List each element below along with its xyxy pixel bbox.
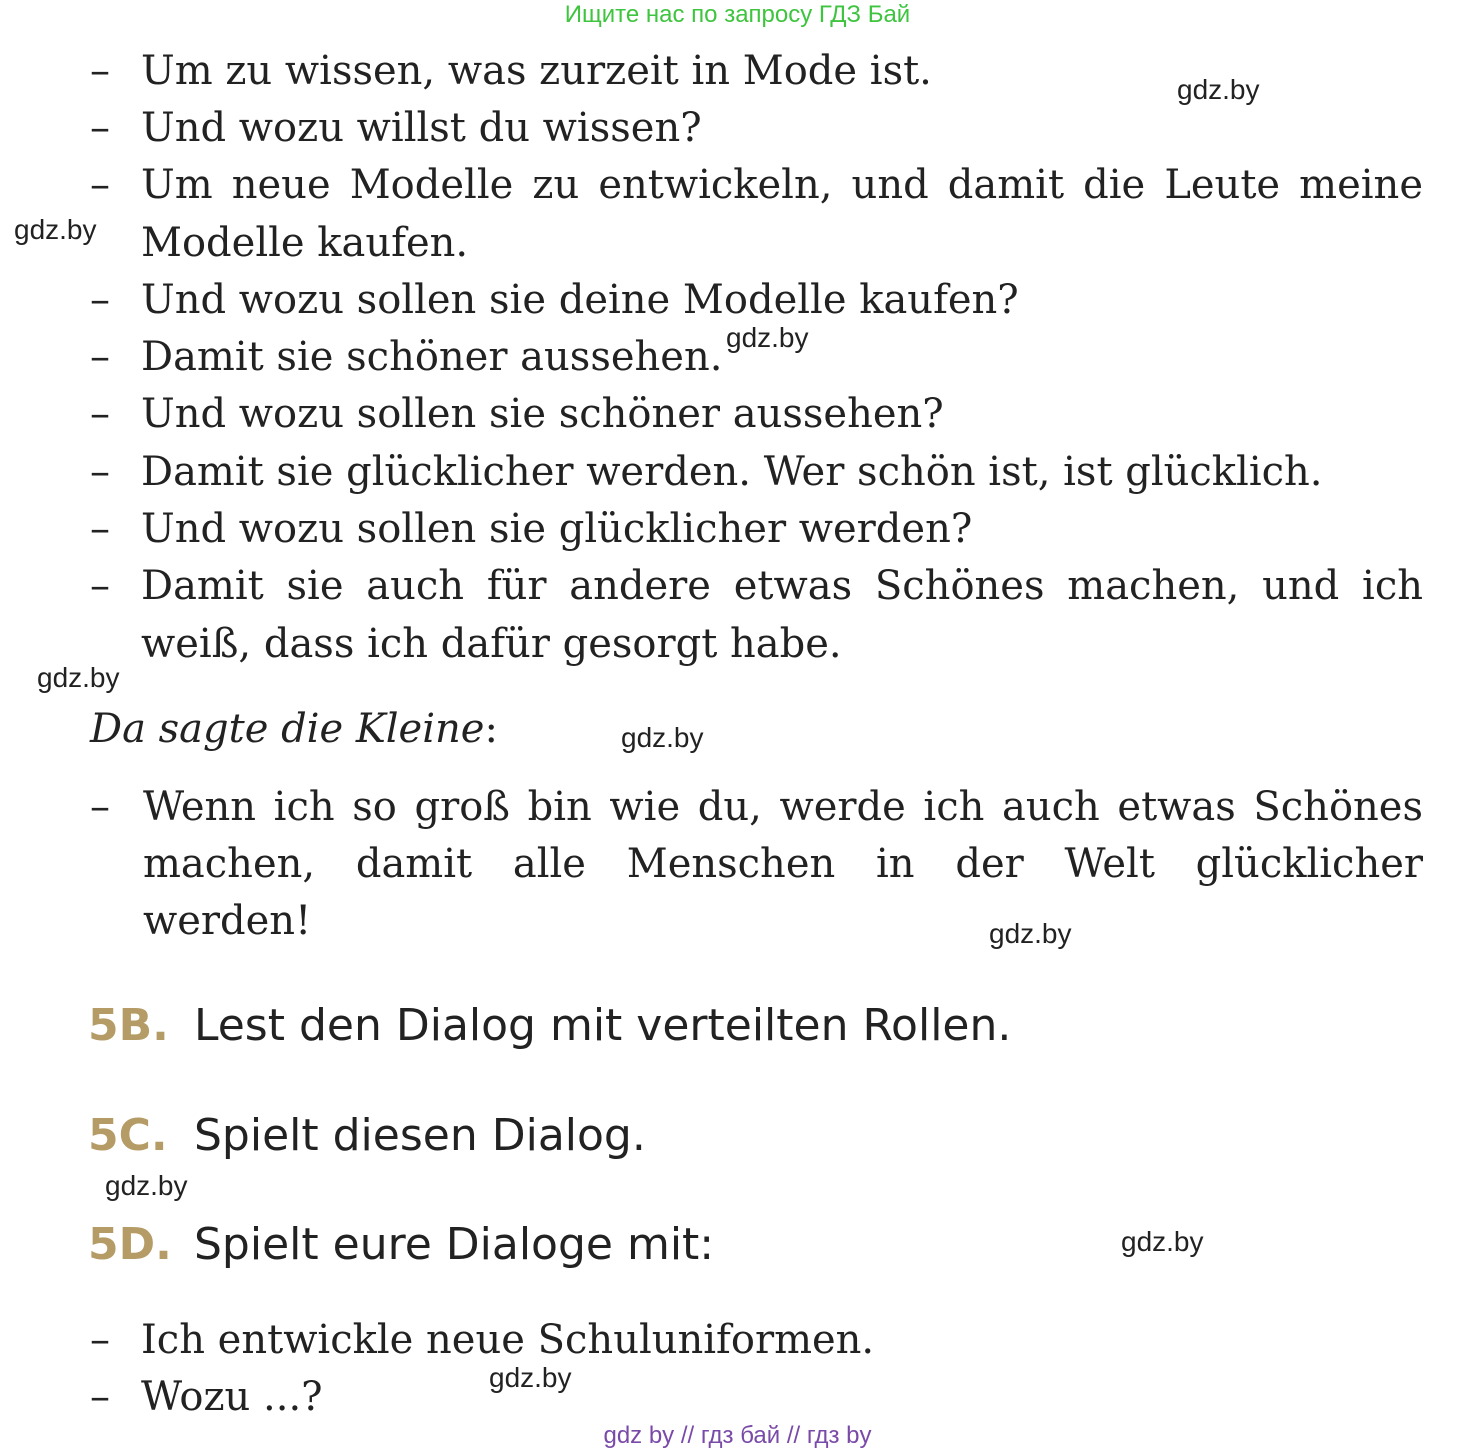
dialog-line: Und wozu sollen sie glücklicher werden? xyxy=(141,506,973,552)
dialog-line: Modelle kaufen. xyxy=(141,220,469,266)
dialog-dash: – xyxy=(90,391,110,437)
narration-text: Da sagte die Kleine xyxy=(90,706,485,752)
dialog-dash: – xyxy=(90,1374,110,1420)
dialog-line: Und wozu willst du wissen? xyxy=(141,105,702,151)
task-text: Spielt eure Dialoge mit: xyxy=(194,1219,715,1270)
dialog-dash: – xyxy=(90,334,110,380)
dialog-line: machen, damit alle Menschen in der Welt glücklicher xyxy=(143,841,1423,887)
dialog-dash: – xyxy=(90,563,110,609)
dialog-dash: – xyxy=(90,105,110,151)
dialog-line: Um neue Modelle zu entwickeln, und damit die Leute meine xyxy=(141,162,1423,208)
task-text: Spielt diesen Dialog. xyxy=(194,1110,646,1161)
task-5b xyxy=(88,996,1011,1056)
task-number: 5B. xyxy=(88,1000,169,1051)
task-number: 5C. xyxy=(88,1110,168,1161)
task-number: 5D. xyxy=(88,1219,172,1270)
watermark: gdz.by xyxy=(1121,1226,1204,1257)
dialog-line: Und wozu sollen sie schöner aussehen? xyxy=(141,391,944,437)
dialog-line: weiß, dass ich dafür gesorgt habe. xyxy=(141,621,842,667)
watermark: gdz.by xyxy=(621,722,704,753)
dialog-dash: – xyxy=(90,162,110,208)
dialog-line: Ich entwickle neue Schuluniformen. xyxy=(141,1317,875,1363)
watermark: gdz.by xyxy=(989,918,1072,949)
dialog-line: Und wozu sollen sie deine Modelle kaufen? xyxy=(141,277,1019,323)
dialog-dash: – xyxy=(90,449,110,495)
footer-banner[interactable]: gdz by // гдз бай // гдз by xyxy=(603,1422,872,1449)
dialog-line: Um zu wissen, was zurzeit in Mode ist. xyxy=(141,48,932,94)
task-5c xyxy=(88,1106,646,1166)
dialog-dash: – xyxy=(90,784,110,830)
dialog-line: Damit sie schöner aussehen. xyxy=(141,334,723,380)
watermark: gdz.by xyxy=(1177,74,1260,105)
dialog-dash: – xyxy=(90,1317,110,1363)
task-5d xyxy=(88,1215,714,1275)
narration-colon: : xyxy=(484,706,498,752)
watermark: gdz.by xyxy=(105,1170,188,1201)
narration xyxy=(90,700,498,758)
watermark: gdz.by xyxy=(489,1362,572,1393)
dialog-dash: – xyxy=(90,277,110,323)
task-text: Lest den Dialog mit verteilten Rollen. xyxy=(194,1000,1012,1051)
dialog-line: Damit sie glücklicher werden. Wer schön ist, ist glücklich. xyxy=(141,449,1323,495)
dialog-line: werden! xyxy=(143,898,312,944)
dialog-line: Wozu ...? xyxy=(141,1374,323,1420)
watermark: gdz.by xyxy=(14,214,97,245)
watermark: gdz.by xyxy=(37,662,120,693)
dialog-line: Damit sie auch für andere etwas Schönes machen, und ich xyxy=(141,563,1423,609)
dialog-dash: – xyxy=(90,506,110,552)
dialog-dash: – xyxy=(90,48,110,94)
header-banner[interactable]: Ищите нас по запросу ГДЗ Бай xyxy=(564,1,911,28)
dialog-line: Wenn ich so groß bin wie du, werde ich auch etwas Schönes xyxy=(143,784,1423,830)
watermark: gdz.by xyxy=(726,322,809,353)
